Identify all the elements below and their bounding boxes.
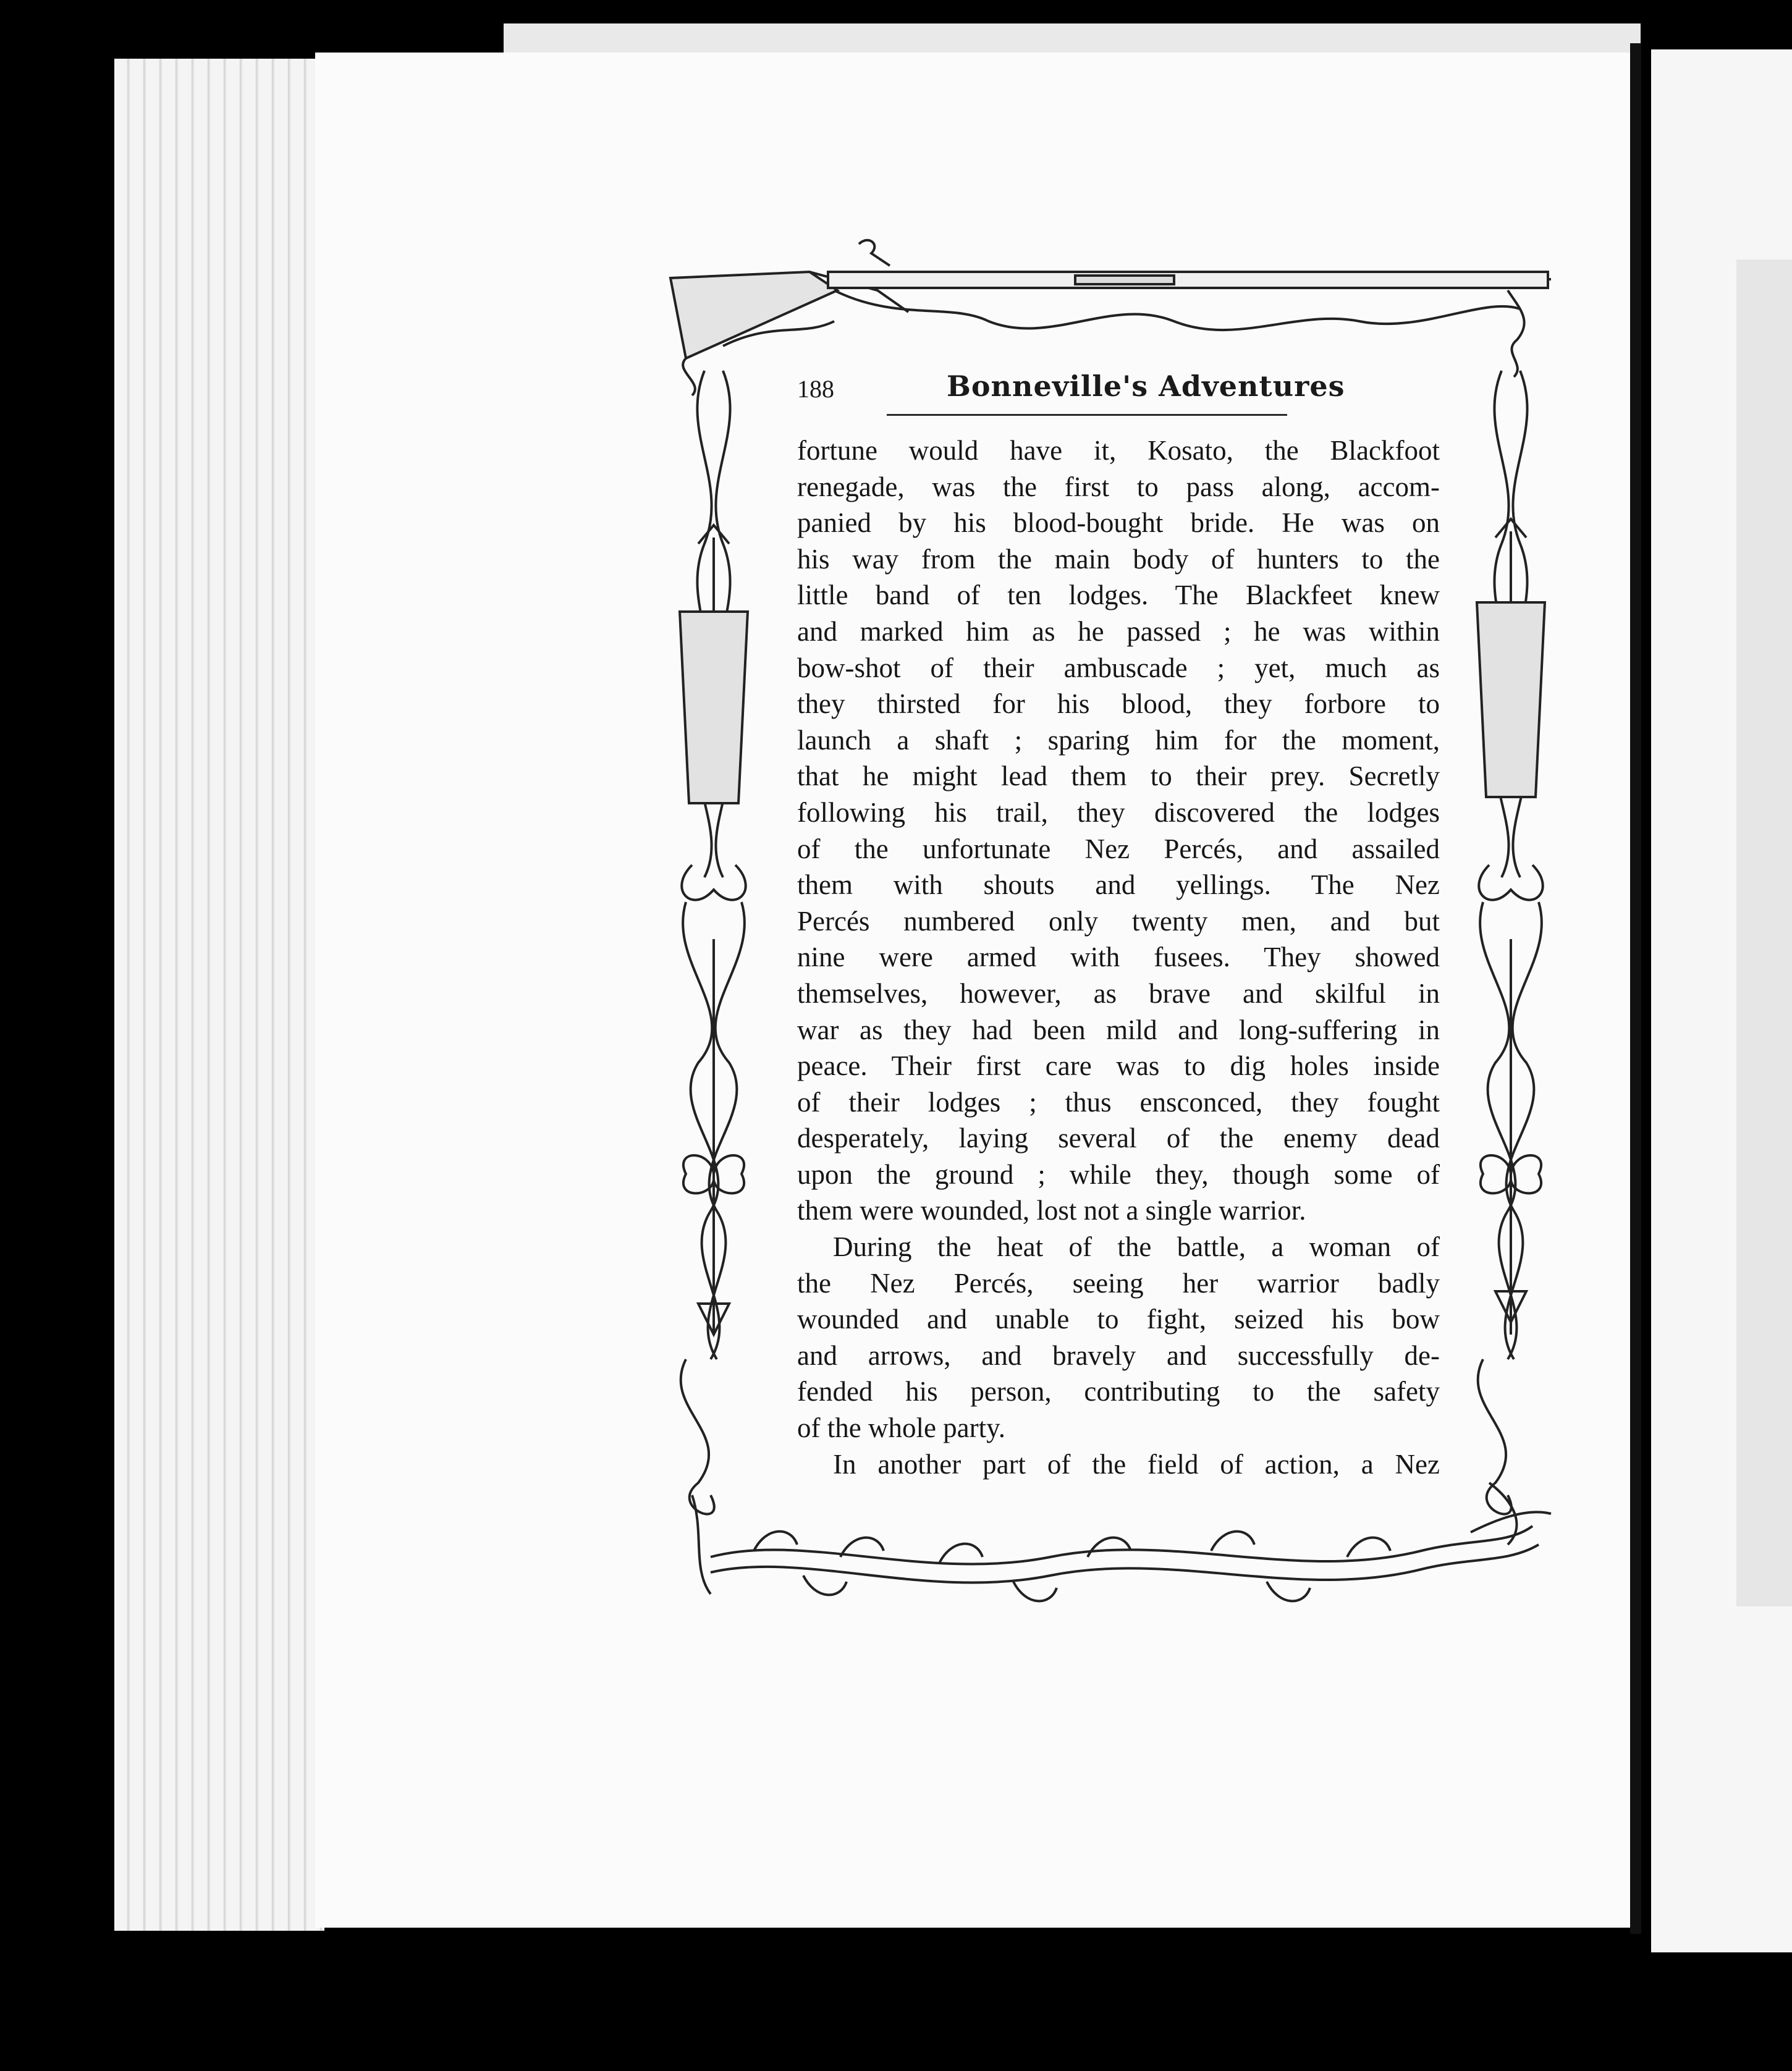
left-ornament-column xyxy=(680,371,748,1514)
text-line: bow-shot of their ambuscade ; yet, much as xyxy=(797,652,1440,683)
text-line: fortune would have it, Kosato, the Blackfoot xyxy=(797,435,1440,466)
text-line: they thirsted for his blood, they forbore to xyxy=(797,688,1440,720)
text-line: of the whole party. xyxy=(797,1412,1005,1444)
text-line: of the unfortunate Nez Percés, and assailed xyxy=(797,833,1440,864)
text-line: During the heat of the battle, a woman of xyxy=(833,1231,1440,1263)
text-line: and marked him as he passed ; he was within xyxy=(797,615,1440,647)
page-header xyxy=(797,369,1434,414)
text-line: that he might lead them to their prey. Secretly xyxy=(797,761,1440,792)
text-line: of their lodges ; thus ensconced, they fought xyxy=(797,1086,1440,1118)
text-line: desperately, laying several of the enemy dead xyxy=(797,1123,1440,1154)
text-line: launch a shaft ; sparing him for the moment, xyxy=(797,724,1440,756)
text-line: them were wounded, lost not a single warrior. xyxy=(797,1195,1306,1226)
text-line: peace. Their first care was to dig holes inside xyxy=(797,1050,1440,1082)
text-line: wounded and unable to fight, seized his bow xyxy=(797,1304,1440,1335)
antler-branch-illustration xyxy=(692,1483,1551,1601)
text-line: and arrows, and bravely and successfully de- xyxy=(797,1339,1440,1371)
text-line: the Nez Percés, seeing her warrior badly xyxy=(797,1267,1440,1299)
text-line: nine were armed with fusees. They showed xyxy=(797,942,1440,973)
text-line: following his trail, they discovered the lodges xyxy=(797,796,1440,828)
text-line: In another part of the field of action, a Nez xyxy=(833,1448,1440,1480)
right-ornament-column xyxy=(1477,371,1545,1514)
text-line: upon the ground ; while they, though some of xyxy=(797,1158,1440,1190)
header-rule xyxy=(887,414,1287,416)
text-line: themselves, however, as brave and skilful in xyxy=(797,977,1440,1009)
running-head: Bonneville's Adventures xyxy=(947,369,1345,403)
text-line: little band of ten lodges. The Blackfeet knew xyxy=(797,580,1440,611)
text-line: renegade, was the first to pass along, accom- xyxy=(797,471,1440,502)
page-number: 188 xyxy=(797,375,834,403)
text-line: fended his person, contributing to the safety xyxy=(797,1376,1440,1407)
text-line: war as they had been mild and long-suffering in xyxy=(797,1014,1440,1045)
body-text xyxy=(797,432,1440,1482)
text-line: his way from the main body of hunters to the xyxy=(797,543,1440,575)
text-line: them with shouts and yellings. The Nez xyxy=(797,869,1440,901)
text-line: panied by his blood-bought bride. He was on xyxy=(797,507,1440,539)
text-line: Percés numbered only twenty men, and but xyxy=(797,905,1440,937)
